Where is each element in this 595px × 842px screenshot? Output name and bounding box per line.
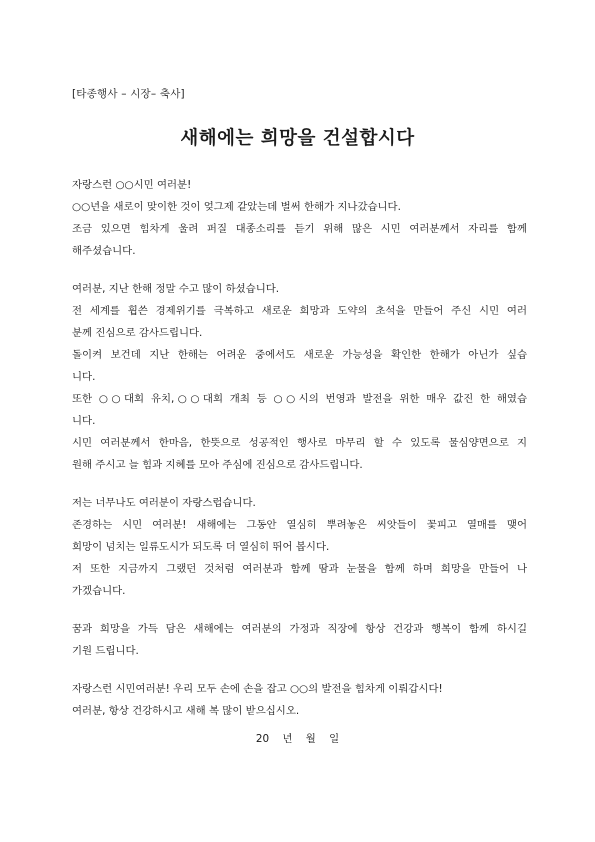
paragraph-line: 분께 진심으로 감사드립니다. (72, 327, 203, 339)
paragraph (72, 492, 527, 602)
speech-title: 새해에는 희망을 건설합시다 (180, 128, 415, 149)
paragraph-line: 여러분, 항상 건강하시고 새해 복 많이 받으십시오. (72, 705, 300, 717)
paragraph-line: 저는 너무나도 여러분이 자랑스럽습니다. (72, 497, 256, 509)
paragraph-line: 전 세계를 휩쓴 경제위기를 극복하고 새로운 희망과 도약의 초석을 만들어 주신 시민 여러 (72, 305, 527, 317)
paragraph (72, 678, 527, 722)
paragraph-line: 가겠습니다. (72, 585, 126, 597)
paragraph-line: 해주셨습니다. (72, 245, 136, 257)
paragraph-line: 니다. (72, 371, 96, 383)
paragraph-line: 조금 있으면 힘차게 울려 퍼질 대종소리를 듣기 위해 많은 시민 여러분께서 자리를 함께 (72, 223, 527, 235)
paragraph-line: 시민 여러분께서 한마음, 한뜻으로 성공적인 행사로 마무리 할 수 있도록 물심양면으로 지 (72, 437, 527, 449)
paragraph-line: 자랑스런 시민여러분! 우리 모두 손에 손을 잡고 ○○의 발전을 힘차게 이뤄갑시다! (72, 683, 443, 695)
paragraph-gap (72, 262, 527, 278)
paragraph (72, 618, 527, 662)
paragraph-gap (72, 662, 527, 678)
paragraph-line: 꿈과 희망을 가득 담은 새해에는 여러분의 가정과 직장에 항상 건강과 행복이 함께 하시길 (72, 623, 527, 635)
event-category-tag: [타종행사 – 시장– 축사] (72, 88, 185, 100)
paragraph-gap (72, 602, 527, 618)
paragraph-line: 또한 ○○대회 유치,○○대회 개최 등 ○○시의 번영과 발전을 위한 매우 값진 한 해였습 (72, 393, 527, 405)
paragraph (72, 278, 527, 476)
paragraph-line: 존경하는 시민 여러분! 새해에는 그동안 열심히 뿌려놓은 씨앗들이 꽃피고 열매를 맺어 (72, 519, 527, 531)
paragraph-line: 원해 주시고 늘 힘과 지혜를 모아 주심에 진심으로 감사드립니다. (72, 459, 363, 471)
speech-body (72, 174, 527, 722)
paragraph-line: 자랑스런 ○○시민 여러분! (72, 179, 192, 191)
paragraph-line: 희망이 넘치는 일류도시가 되도록 더 열심히 뛰어 봅시다. (72, 541, 330, 553)
paragraph-gap (72, 476, 527, 492)
paragraph-line: 니다. (72, 415, 96, 427)
paragraph-line: 여러분, 지난 한해 정말 수고 많이 하셨습니다. (72, 283, 280, 295)
paragraph-line: 저 또한 지금까지 그랬던 것처럼 여러분과 함께 땀과 눈물을 함께 하며 희망을 만들어 나 (72, 563, 527, 575)
paragraph-line: 돌이켜 보건데 지난 한해는 어려운 중에서도 새로운 가능성을 확인한 한해가 아닌가 싶습 (72, 349, 527, 361)
paragraph-line: ○○년을 새로이 맞이한 것이 엊그제 같았는데 벌써 한해가 지나갔습니다. (72, 201, 401, 213)
date-line: 20 년 월 일 (255, 733, 340, 745)
paragraph (72, 174, 527, 262)
paragraph-line: 기원 드립니다. (72, 645, 139, 657)
